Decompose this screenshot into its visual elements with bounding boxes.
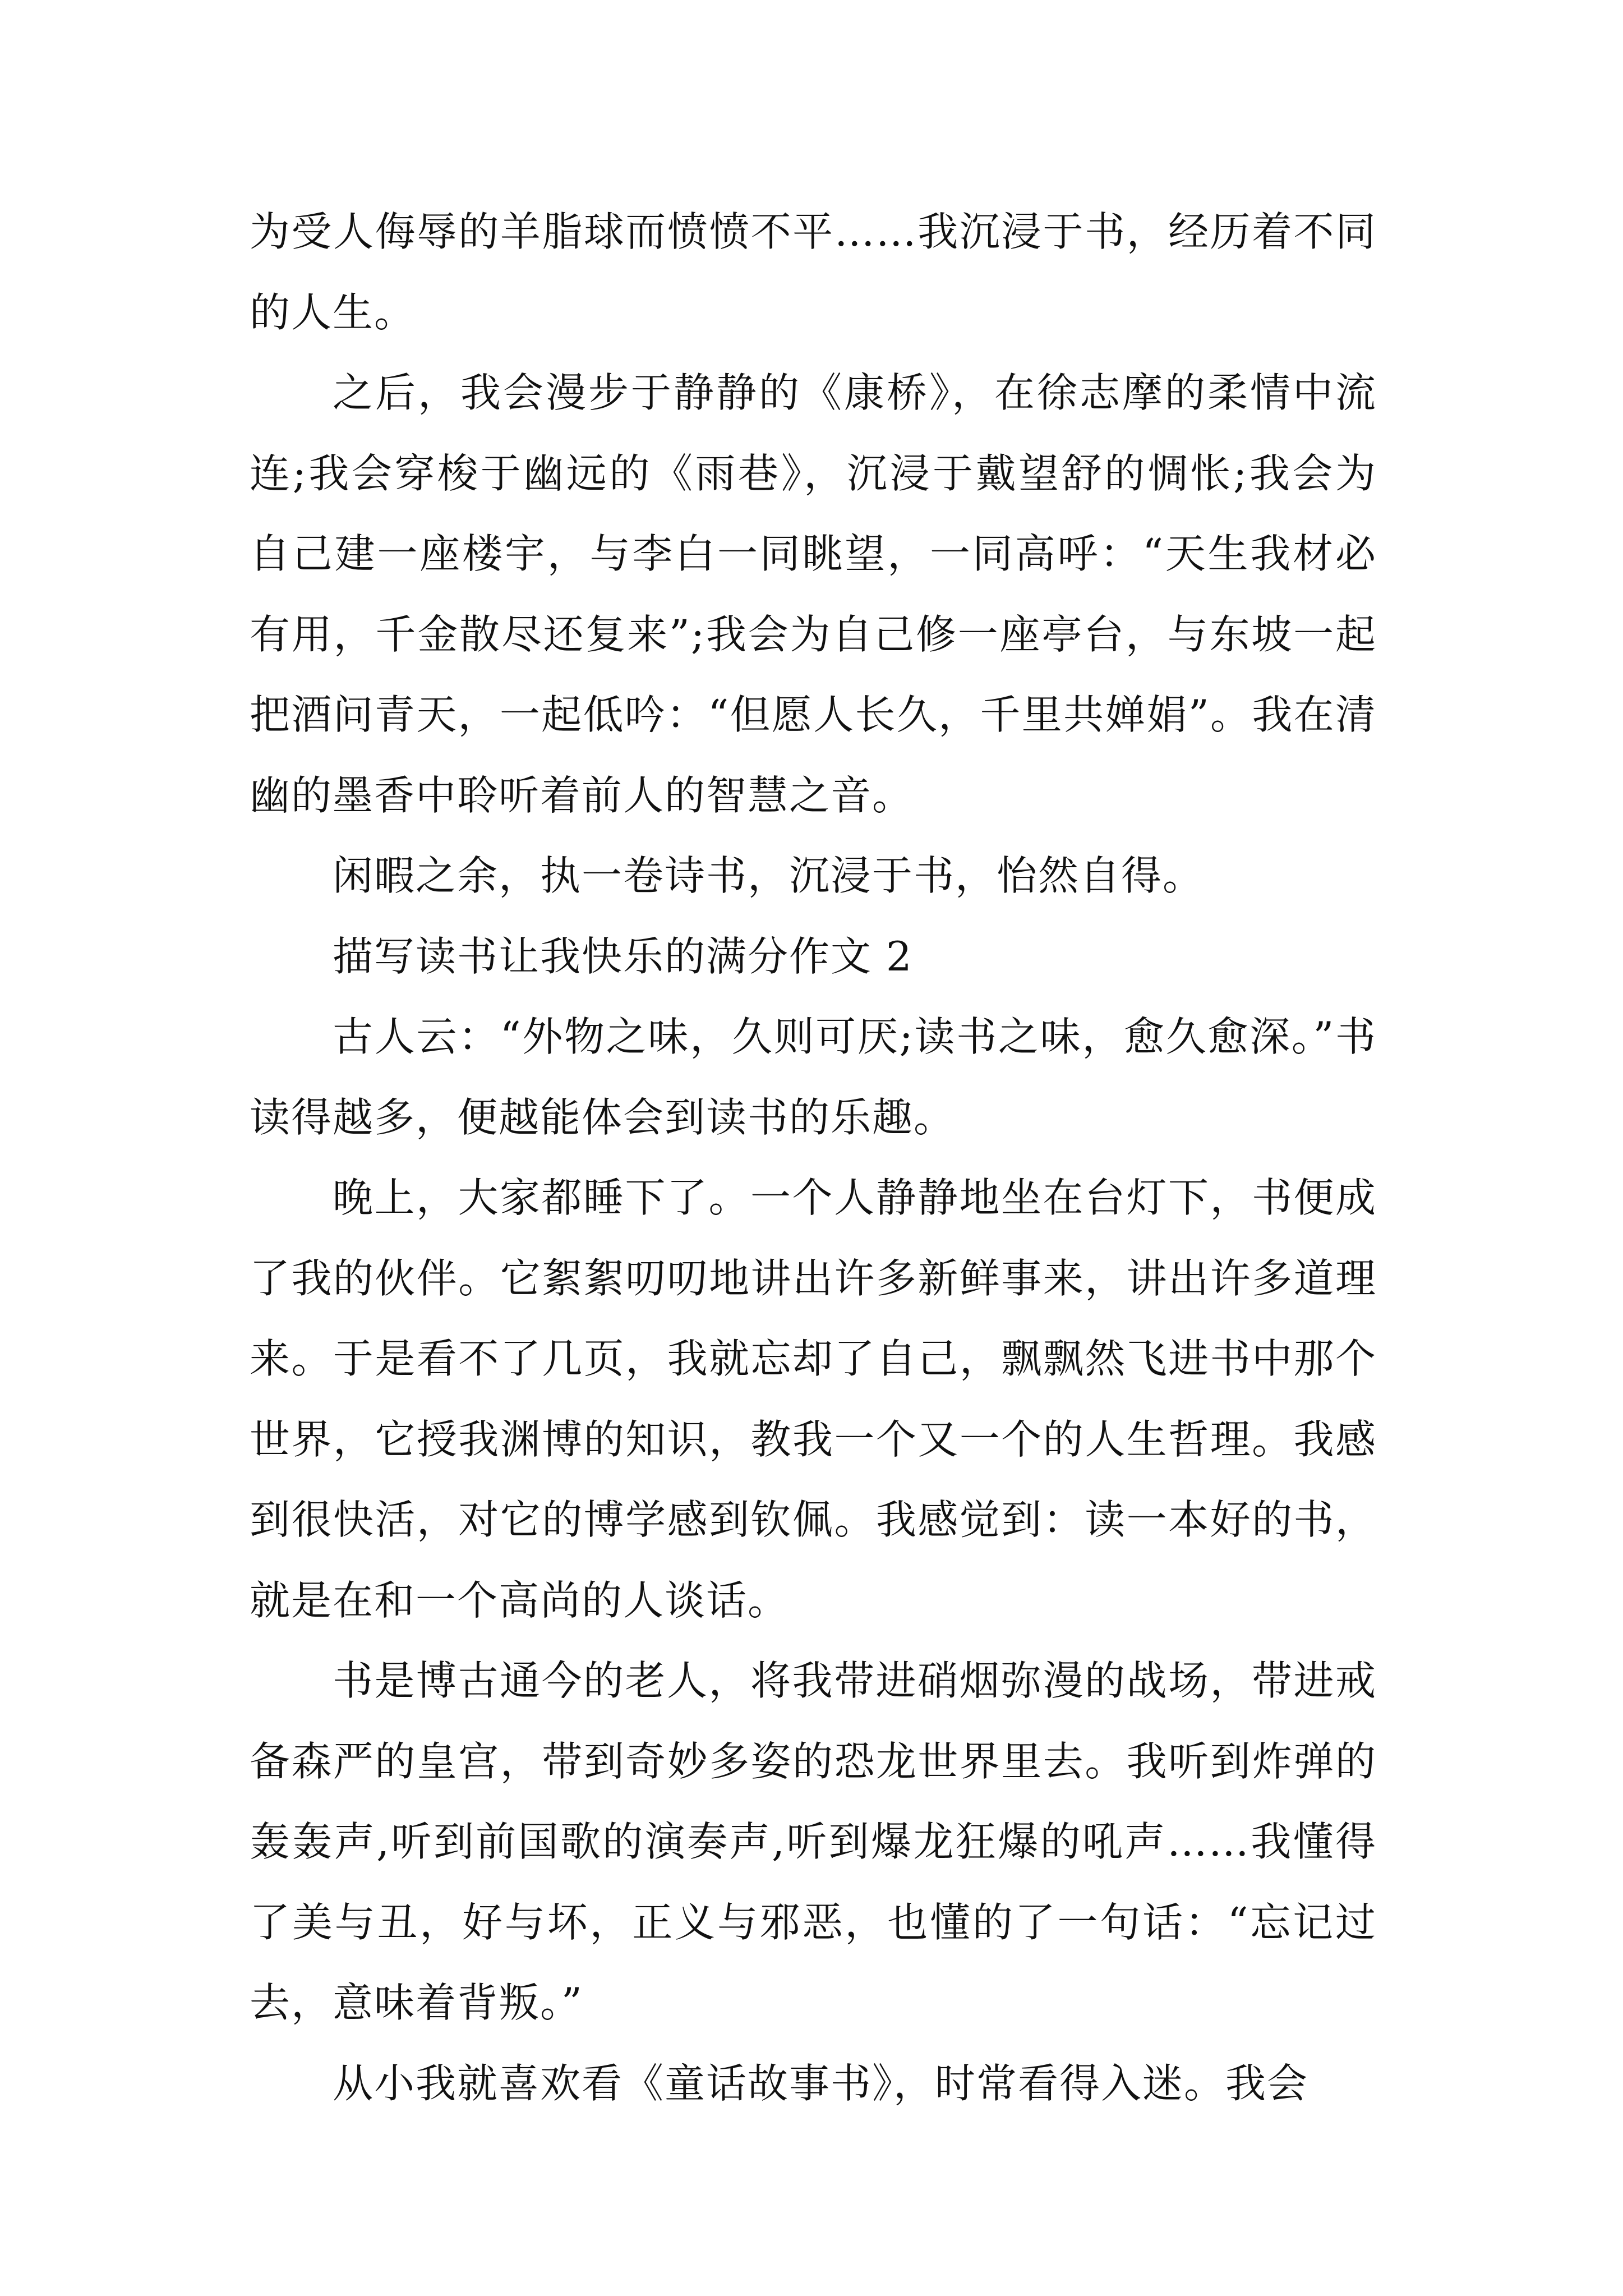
paragraph-6: 书是博古通今的老人，将我带进硝烟弥漫的战场，带进戒备森严的皇宫，带到奇妙多姿的恐龙世界里去。我听到炸弹的轰轰声,听到前国歌的演奏声,听到爆龙狂爆的吼声……我懂得了美与丑，好与坏，正义与邪恶，也懂的了一句话：“忘记过去，意味着背叛。” bbox=[250, 1657, 1377, 2026]
paragraph-3: 闲暇之余，执一卷诗书，沉浸于书，怡然自得。 bbox=[333, 852, 1205, 899]
essay-heading: 描写读书让我快乐的满分作文 2 bbox=[333, 932, 913, 980]
document-body bbox=[250, 192, 1377, 2124]
paragraph-1: 为受人侮辱的羊脂球而愤愤不平……我沉浸于书，经历着不同的人生。 bbox=[250, 208, 1377, 336]
paragraph-2: 之后，我会漫步于静静的《康桥》，在徐志摩的柔情中流连;我会穿梭于幽远的《雨巷》，沉浸于戴望舒的惆怅;我会为自己建一座楼宇，与李白一同眺望，一同高呼：“天生我材必有用，千金散尽还复来”;我会为自己修一座亭台，与东坡一起把酒问青天，一起低吟：“但愿人长久，千里共婵娟”。我在清幽的墨香中聆听着前人的智慧之音。 bbox=[250, 369, 1377, 819]
paragraph-4: 古人云：“外物之味，久则可厌;读书之味，愈久愈深。”书读得越多，便越能体会到读书的乐趣。 bbox=[250, 1013, 1377, 1141]
paragraph-5: 晚上，大家都睡下了。一个人静静地坐在台灯下，书便成了我的伙伴。它絮絮叨叨地讲出许多新鲜事来，讲出许多道理来。于是看不了几页，我就忘却了自己，飘飘然飞进书中那个世界，它授我渊博的知识，教我一个又一个的人生哲理。我感到很快活，对它的博学感到钦佩。我感觉到：读一本好的书，就是在和一个高尚的人谈话。 bbox=[250, 1174, 1377, 1624]
paragraph-7: 从小我就喜欢看《童话故事书》，时常看得入迷。我会 bbox=[333, 2059, 1309, 2107]
